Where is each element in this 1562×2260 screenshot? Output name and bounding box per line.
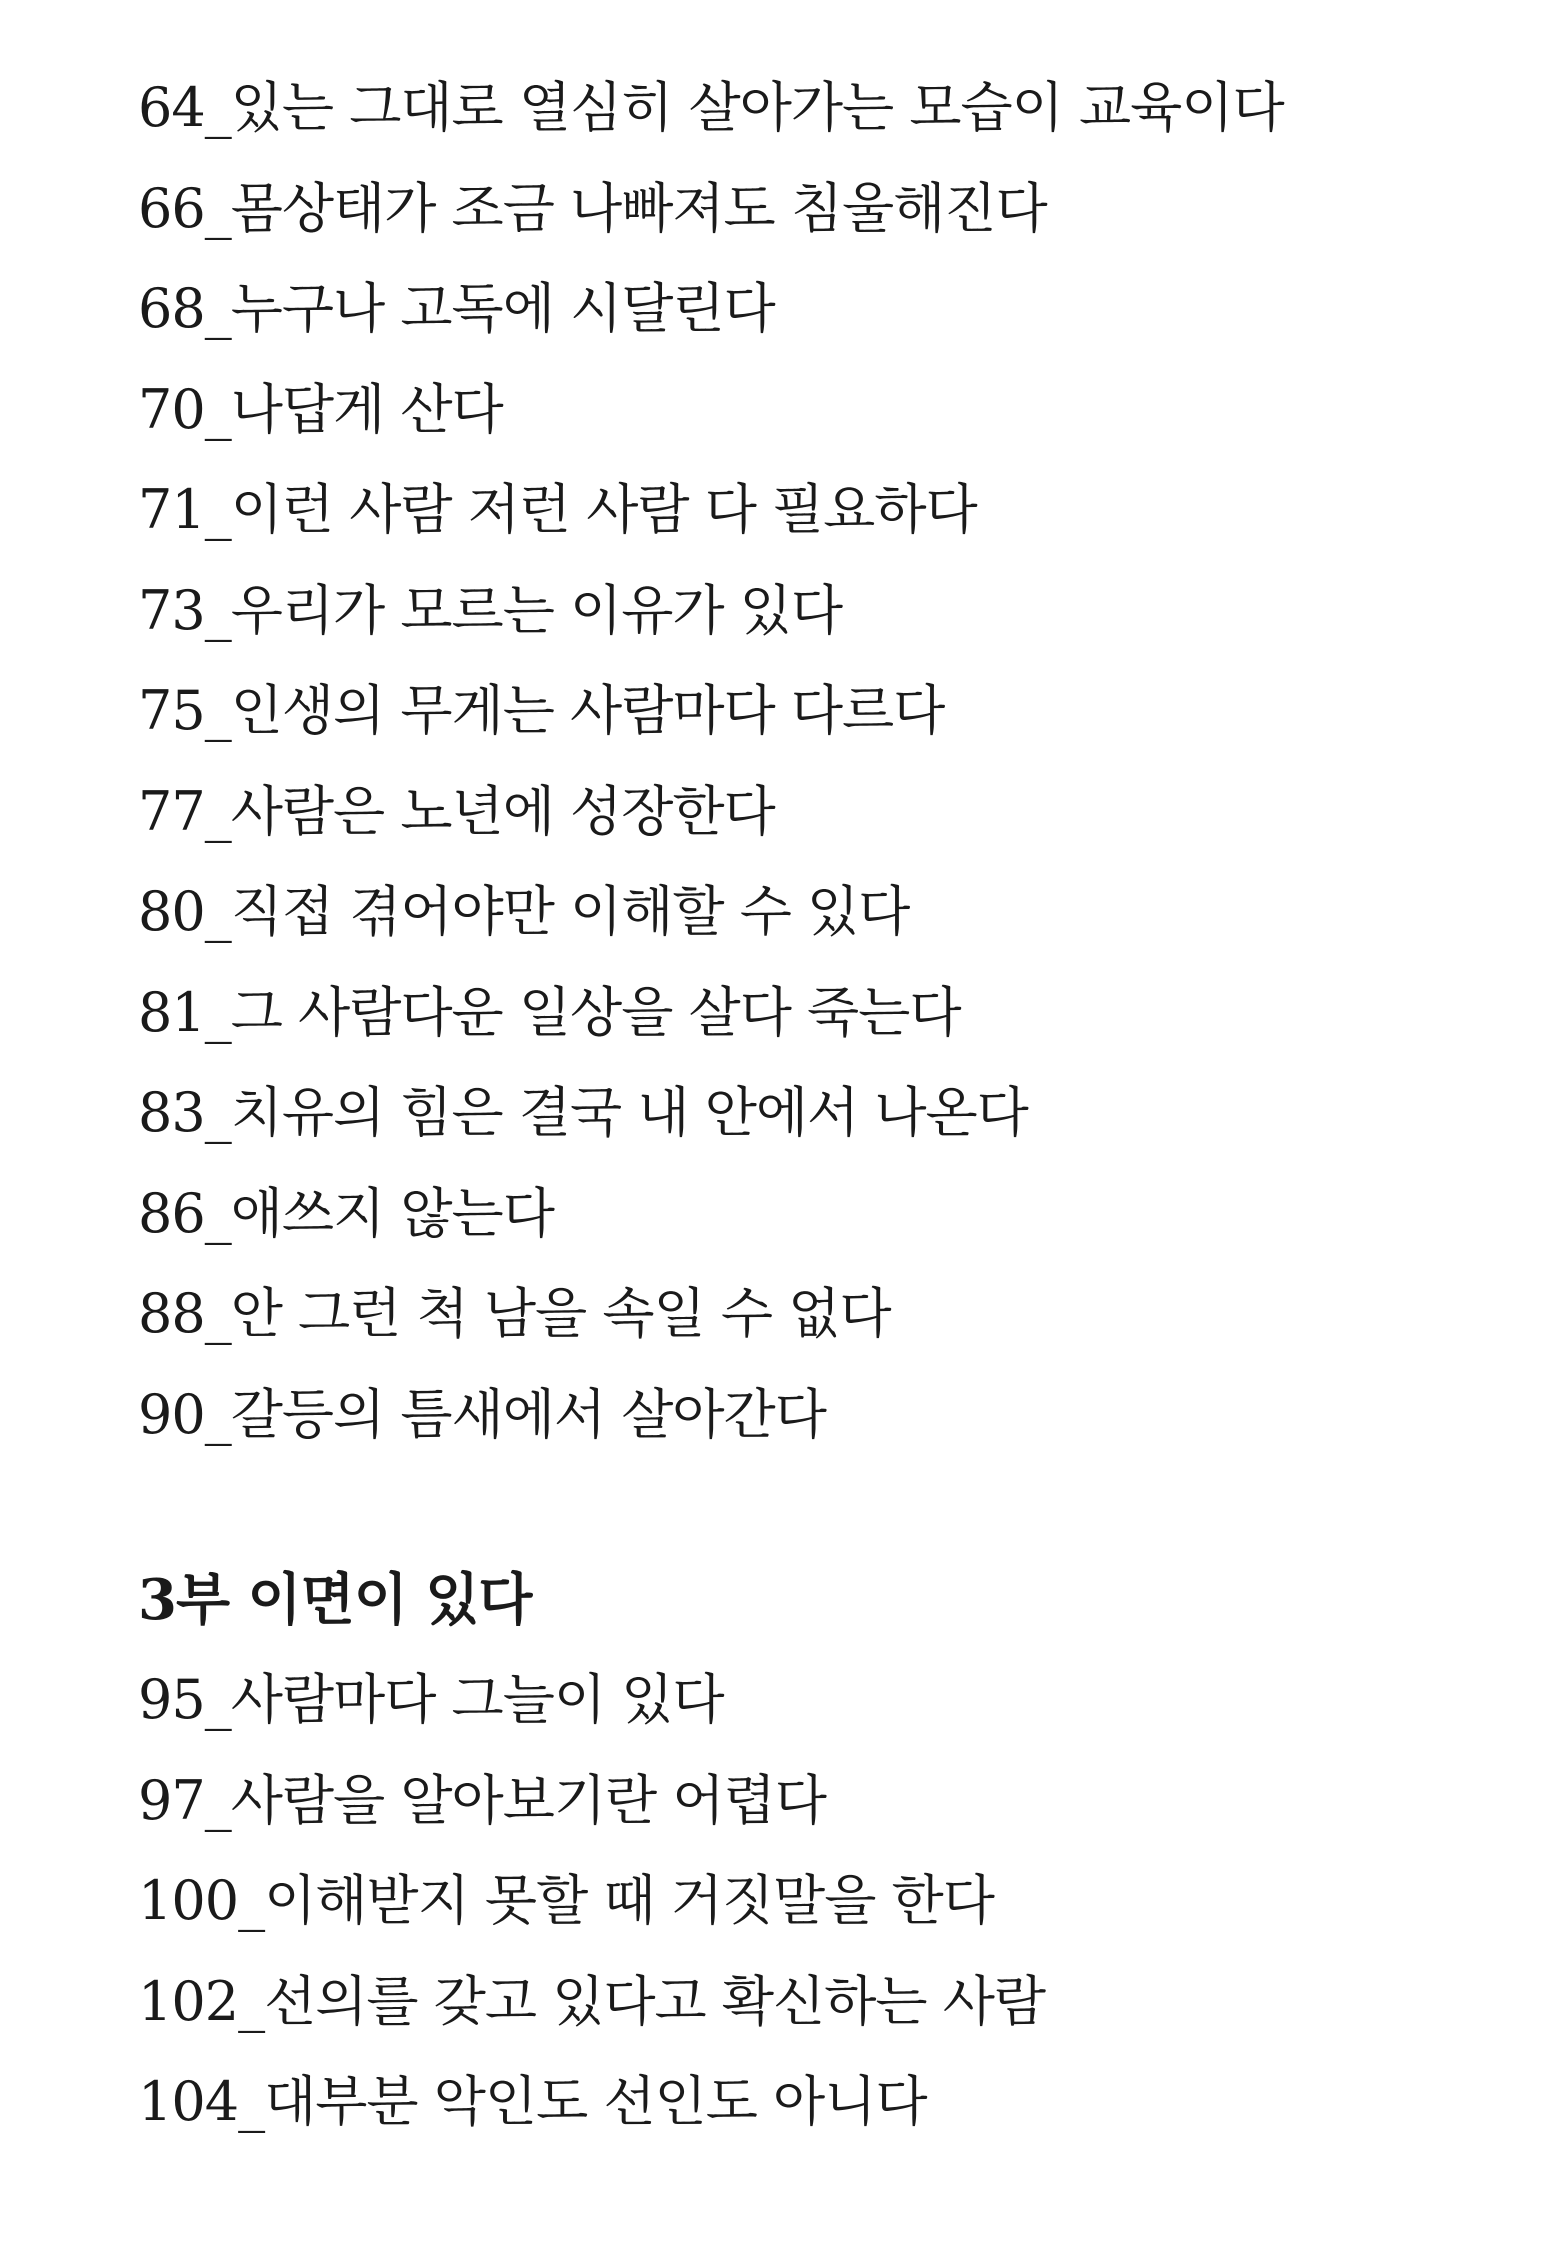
toc-page-number: 71 bbox=[138, 478, 205, 541]
toc-list-part3 bbox=[138, 1650, 1045, 2153]
toc-title: 이해받지 못할 때 거짓말을 한다 bbox=[264, 1869, 994, 1932]
toc-page-number: 90 bbox=[138, 1382, 205, 1446]
toc-separator: _ bbox=[238, 1969, 265, 2033]
toc-page-number: 104 bbox=[138, 2070, 239, 2133]
toc-separator: _ bbox=[204, 76, 231, 139]
toc-title: 대부분 악인도 선인도 아니다 bbox=[264, 2070, 927, 2133]
toc-page-number: 97 bbox=[138, 1768, 205, 1832]
toc-separator: _ bbox=[204, 478, 231, 541]
toc-title: 갈등의 틈새에서 살아간다 bbox=[230, 1382, 826, 1446]
section-heading-part3: 3부 이면이 있다 bbox=[138, 1567, 532, 1633]
toc-separator: _ bbox=[204, 1768, 231, 1832]
toc-title: 이런 사람 저런 사람 다 필요하다 bbox=[230, 478, 977, 541]
toc-separator: _ bbox=[204, 1382, 231, 1446]
toc-entry bbox=[138, 1063, 1284, 1164]
toc-entry bbox=[138, 1365, 1284, 1466]
toc-title: 애쓰지 않는다 bbox=[230, 1181, 554, 1245]
toc-title: 사람은 노년에 성장한다 bbox=[230, 779, 775, 843]
toc-separator: _ bbox=[238, 1869, 265, 1932]
toc-page-number: 68 bbox=[138, 277, 205, 340]
toc-entry bbox=[138, 1751, 1045, 1852]
toc-entry bbox=[138, 2052, 1045, 2153]
toc-title: 인생의 무게는 사람마다 다르다 bbox=[230, 679, 945, 742]
toc-entry bbox=[138, 1164, 1284, 1265]
toc-title: 직접 겪어야만 이해할 수 있다 bbox=[230, 880, 910, 943]
toc-separator: _ bbox=[204, 1081, 231, 1144]
toc-page-number: 102 bbox=[138, 1969, 239, 2033]
toc-entry bbox=[138, 1851, 1045, 1952]
toc-title: 그 사람다운 일상을 살다 죽는다 bbox=[230, 980, 961, 1044]
toc-page-number: 80 bbox=[138, 880, 205, 943]
toc-separator: _ bbox=[204, 980, 231, 1044]
toc-page-number: 77 bbox=[138, 779, 205, 843]
toc-title: 나답게 산다 bbox=[230, 377, 503, 441]
toc-entry bbox=[138, 1264, 1284, 1365]
toc-page-number: 75 bbox=[138, 679, 205, 742]
toc-entry bbox=[138, 1952, 1045, 2053]
toc-separator: _ bbox=[238, 2070, 265, 2133]
toc-title: 누구나 고독에 시달린다 bbox=[230, 277, 775, 340]
toc-title: 몸상태가 조금 나빠져도 침울해진다 bbox=[230, 176, 1047, 240]
toc-entry bbox=[138, 360, 1284, 461]
toc-list-part2 bbox=[138, 58, 1284, 1465]
toc-page-number: 70 bbox=[138, 377, 205, 441]
toc-entry bbox=[138, 963, 1284, 1064]
toc-separator: _ bbox=[204, 880, 231, 943]
toc-page-number: 95 bbox=[138, 1668, 205, 1731]
toc-page-number: 86 bbox=[138, 1181, 205, 1245]
toc-page-number: 100 bbox=[138, 1869, 239, 1932]
toc-title: 있는 그대로 열심히 살아가는 모습이 교육이다 bbox=[230, 76, 1284, 139]
toc-separator: _ bbox=[204, 176, 231, 240]
toc-separator: _ bbox=[204, 377, 231, 441]
toc-separator: _ bbox=[204, 277, 231, 340]
toc-page-number: 64 bbox=[138, 76, 205, 139]
toc-separator: _ bbox=[204, 1282, 231, 1345]
toc-entry bbox=[138, 1650, 1045, 1751]
toc-entry bbox=[138, 259, 1284, 360]
toc-title: 치유의 힘은 결국 내 안에서 나온다 bbox=[230, 1081, 1028, 1144]
toc-entry bbox=[138, 862, 1284, 963]
toc-page-number: 83 bbox=[138, 1081, 205, 1144]
toc-separator: _ bbox=[204, 679, 231, 742]
toc-entry bbox=[138, 661, 1284, 762]
toc-page-number: 66 bbox=[138, 176, 205, 240]
toc-entry bbox=[138, 58, 1284, 159]
toc-entry bbox=[138, 762, 1284, 863]
toc-title: 사람을 알아보기란 어렵다 bbox=[230, 1768, 826, 1832]
toc-separator: _ bbox=[204, 1668, 231, 1731]
toc-entry bbox=[138, 460, 1284, 561]
toc-separator: _ bbox=[204, 779, 231, 843]
toc-title: 선의를 갖고 있다고 확신하는 사람 bbox=[264, 1969, 1046, 2033]
toc-page-number: 81 bbox=[138, 980, 205, 1044]
toc-title: 우리가 모르는 이유가 있다 bbox=[230, 578, 843, 642]
toc-title: 사람마다 그늘이 있다 bbox=[230, 1668, 724, 1731]
toc-entry bbox=[138, 561, 1284, 662]
toc-page-number: 88 bbox=[138, 1282, 205, 1345]
toc-entry bbox=[138, 159, 1284, 260]
toc-page-number: 73 bbox=[138, 578, 205, 642]
toc-title: 안 그런 척 남을 속일 수 없다 bbox=[230, 1282, 891, 1345]
toc-separator: _ bbox=[204, 578, 231, 642]
toc-separator: _ bbox=[204, 1181, 231, 1245]
